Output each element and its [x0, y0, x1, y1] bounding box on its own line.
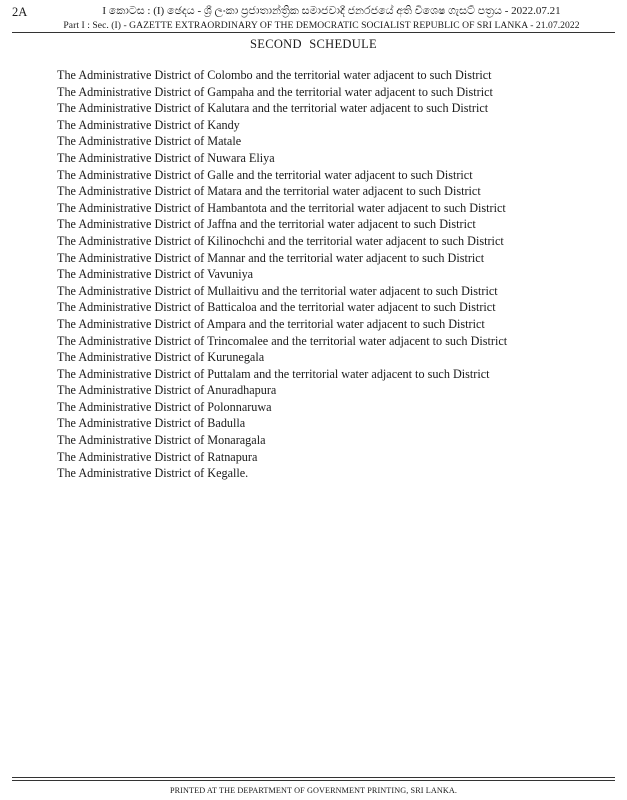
- district-item: The Administrative District of Batticaloa and the territorial water adjacent to such District: [57, 300, 496, 315]
- district-item: The Administrative District of Kalutara and the territorial water adjacent to such District: [57, 101, 489, 116]
- district-item: The Administrative District of Hambantota and the territorial water adjacent to such District: [57, 200, 506, 215]
- page-number: 2A: [12, 5, 28, 19]
- district-item: The Administrative District of Mannar and the territorial water adjacent to such District: [57, 250, 485, 265]
- district-item: The Administrative District of Matale: [57, 134, 242, 149]
- district-item: The Administrative District of Gampaha and the territorial water adjacent to such District: [57, 84, 493, 99]
- district-list: [57, 67, 507, 482]
- printer-imprint: PRINTED AT THE DEPARTMENT OF GOVERNMENT PRINTING, SRI LANKA.: [169, 786, 458, 795]
- header-divider: [12, 32, 615, 33]
- district-item: The Administrative District of Kandy: [57, 117, 240, 132]
- district-item: The Administrative District of Mullaitivu and the territorial water adjacent to such District: [57, 283, 498, 298]
- district-item: The Administrative District of Badulla: [57, 416, 246, 431]
- district-item: The Administrative District of Trincomalee and the territorial water adjacent to such District: [57, 333, 508, 348]
- gazette-header-english: Part I : Sec. (I) - GAZETTE EXTRAORDINARY OF THE DEMOCRATIC SOCIALIST REPUBLIC OF SRI LANKA - 21.07.2022: [63, 20, 580, 31]
- district-item: The Administrative District of Jaffna and the territorial water adjacent to such District: [57, 217, 476, 232]
- footer-divider: [12, 777, 615, 778]
- district-item: The Administrative District of Nuwara Eliya: [57, 150, 275, 165]
- district-item: The Administrative District of Kegalle.: [57, 466, 249, 481]
- district-item: The Administrative District of Kurunegala: [57, 350, 265, 365]
- district-item: The Administrative District of Monaragala: [57, 433, 266, 448]
- gazette-header-sinhala: I කොටස : (I) ඡෙදය - ශ්‍රී ලංකා ප්‍රජාතාන්ත්‍රික සමාජවාදී ජනරජයේ අති විශෙෂ ගැසට් පත්‍රය - 2022.07.21: [102, 5, 561, 17]
- district-item: The Administrative District of Ratnapura: [57, 449, 258, 464]
- district-item: The Administrative District of Colombo and the territorial water adjacent to such District: [57, 68, 492, 82]
- district-item: The Administrative District of Vavuniya: [57, 267, 254, 282]
- district-item: The Administrative District of Ampara and the territorial water adjacent to such District: [57, 316, 485, 331]
- footer-divider: [12, 780, 615, 781]
- schedule-title: SECOND SCHEDULE: [250, 37, 377, 51]
- district-item: The Administrative District of Kilinochchi and the territorial water adjacent to such District: [57, 233, 504, 248]
- district-item: The Administrative District of Polonnaruwa: [57, 399, 272, 414]
- district-item: The Administrative District of Matara and the territorial water adjacent to such District: [57, 184, 481, 199]
- district-item: The Administrative District of Puttalam and the territorial water adjacent to such District: [57, 366, 490, 381]
- district-item: The Administrative District of Anuradhapura: [57, 383, 277, 398]
- district-item: The Administrative District of Galle and the territorial water adjacent to such District: [57, 167, 473, 182]
